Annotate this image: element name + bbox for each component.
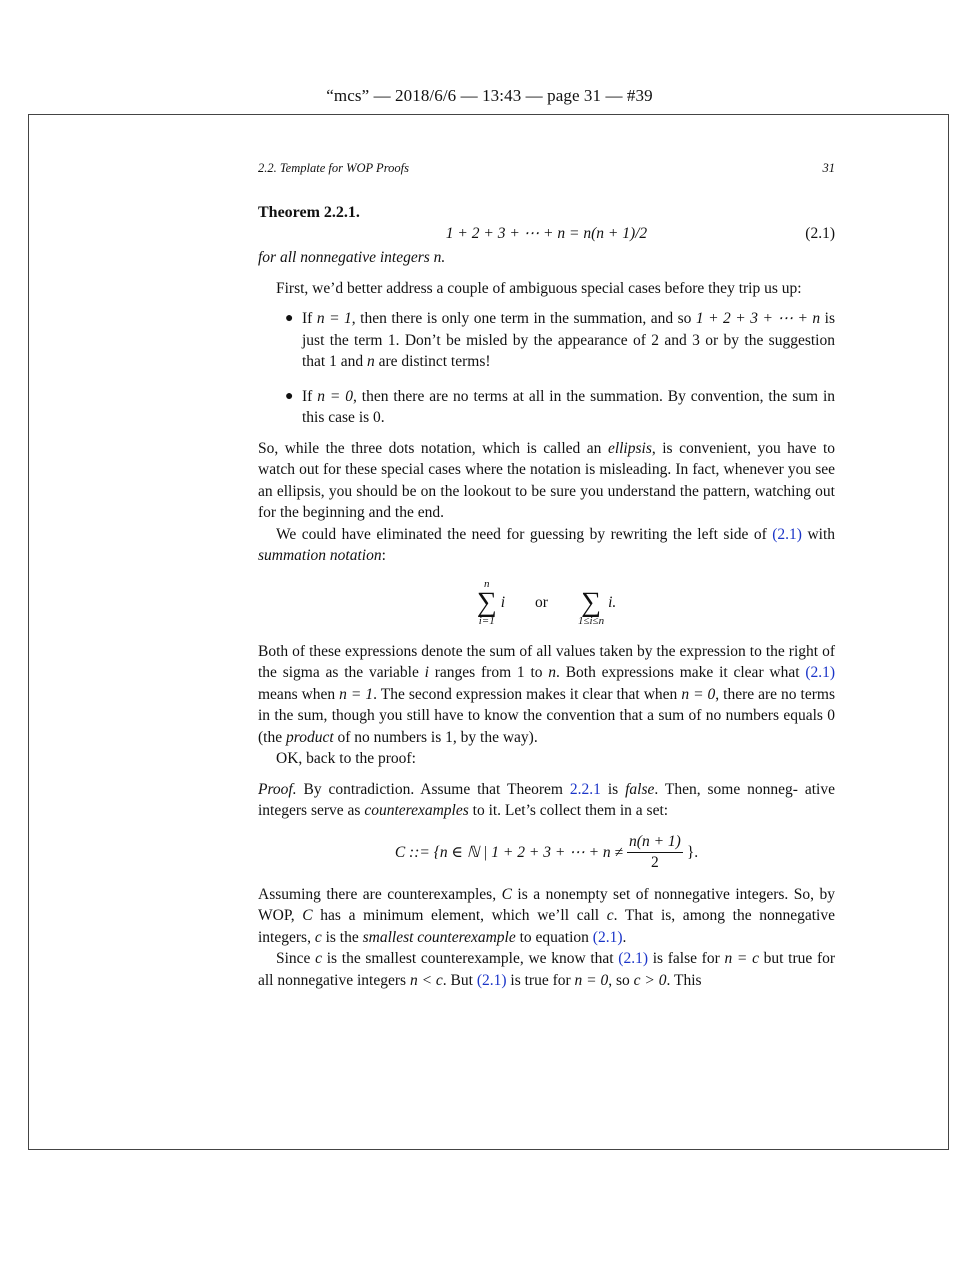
list-item: ● If n = 1, then there is only one term in the summation, and so 1 + 2 + 3 + ⋯ + n is just the term 1. Don’t be misled by the appearance of 2 and 3 or by the suggestion that 1 and n are distinct terms! xyxy=(285,310,835,370)
equation-body: 1 + 2 + 3 + ⋯ + n = n(n + 1)/2 xyxy=(445,225,648,242)
page-content xyxy=(258,158,835,991)
proof-paragraph: Proof. By contradiction. Assume that Theorem 2.2.1 is false. Then, some nonneg- ative integers serve as counterexamples to it. Let’s collect them in a set: xyxy=(258,780,835,819)
sigma-icon: ∑ xyxy=(581,586,601,618)
equation-reference-link[interactable]: (2.1) xyxy=(592,928,623,946)
theorem-equation xyxy=(258,223,835,247)
paragraph-ellipsis: So, while the three dots notation, which is called an ellipsis, is convenient, you have to watch out for these special cases where the notation is misleading. In fact, whenever you see an ellipsis, you should be on the lookout to be sure you understand the pattern, watching out for the beginning and the end. xyxy=(258,439,835,521)
proof-label: Proof. xyxy=(258,780,297,798)
equation-number: (2.1) xyxy=(805,225,835,242)
section-title: 2.2. Template for WOP Proofs xyxy=(258,161,409,175)
or-word: or xyxy=(535,593,548,611)
equation-reference-link[interactable]: (2.1) xyxy=(772,525,802,543)
paragraph-back-to-proof: OK, back to the proof: xyxy=(276,750,416,767)
theorem-reference-link[interactable]: 2.2.1 xyxy=(569,780,601,798)
sum-range: ∑ 1≤i≤n i. xyxy=(577,586,617,627)
paragraph-summation: We could have eliminated the need for guessing by rewriting the left side of (2.1) with summation notation: xyxy=(258,525,835,564)
special-case-list xyxy=(258,308,835,429)
equation-reference-link[interactable]: (2.1) xyxy=(805,664,836,681)
paragraph-special-cases: First, we’d better address a couple of ambiguous special cases before they trip us up: xyxy=(276,279,802,297)
list-item: ● If n = 0, then there are no terms at all in the summation. By convention, the sum in this case is 0. xyxy=(285,387,835,426)
theorem-title: Theorem 2.2.1. xyxy=(258,203,360,221)
theorem-qualifier: for all nonnegative integers n. xyxy=(258,249,446,266)
bullet-icon: ● xyxy=(285,311,294,326)
running-header xyxy=(258,158,835,180)
equation-reference-link[interactable]: (2.1) xyxy=(476,971,507,989)
page-number: 31 xyxy=(822,161,835,175)
bullet-icon: ● xyxy=(285,388,294,404)
paragraph-minimum: Assuming there are counterexamples, C is a nonempty set of nonnegative integers. So, by WOP, C has a minimum element, which we’ll call c. That is, among the nonnegative integers, c is the smallest counterexample to equation (2.1). xyxy=(258,885,836,946)
sum-from-one: n ∑ i=1 i xyxy=(476,577,506,627)
fraction: $\frac{n(n + 1)}{2}$ xyxy=(629,833,681,871)
page-top-line: “mcs” — 2018/6/6 — 13:43 — page 31 — #39 xyxy=(326,86,653,105)
summation-display xyxy=(258,573,835,633)
paragraph-expressions: Both of these expressions denote the sum of all values taken by the expression to the right of the sigma as the variable i ranges from 1 to n. Both expressions make it clear what (2.1) means when n = 1. The second expression makes it clear that when n = 0, there are no terms in the sum, though you still have to know the convention that a sum of no numbers equals 0 (the product of no numbers is 1, by the way). xyxy=(258,642,836,746)
sigma-icon: ∑ xyxy=(476,586,497,618)
counterexample-set-equation: C ::= {n ∈ ℕ | 1 + 2 + 3 + ⋯ + n ≠ $\frac{n(n + 1)}{2}$ }. xyxy=(394,833,699,871)
paragraph-smallest: Since c is the smallest counterexample, we know that (2.1) is false for n = c but true for all nonnegative integers n < c. But (2.1) is true for n = 0, so c > 0. This xyxy=(258,950,836,989)
equation-reference-link[interactable]: (2.1) xyxy=(618,950,648,967)
